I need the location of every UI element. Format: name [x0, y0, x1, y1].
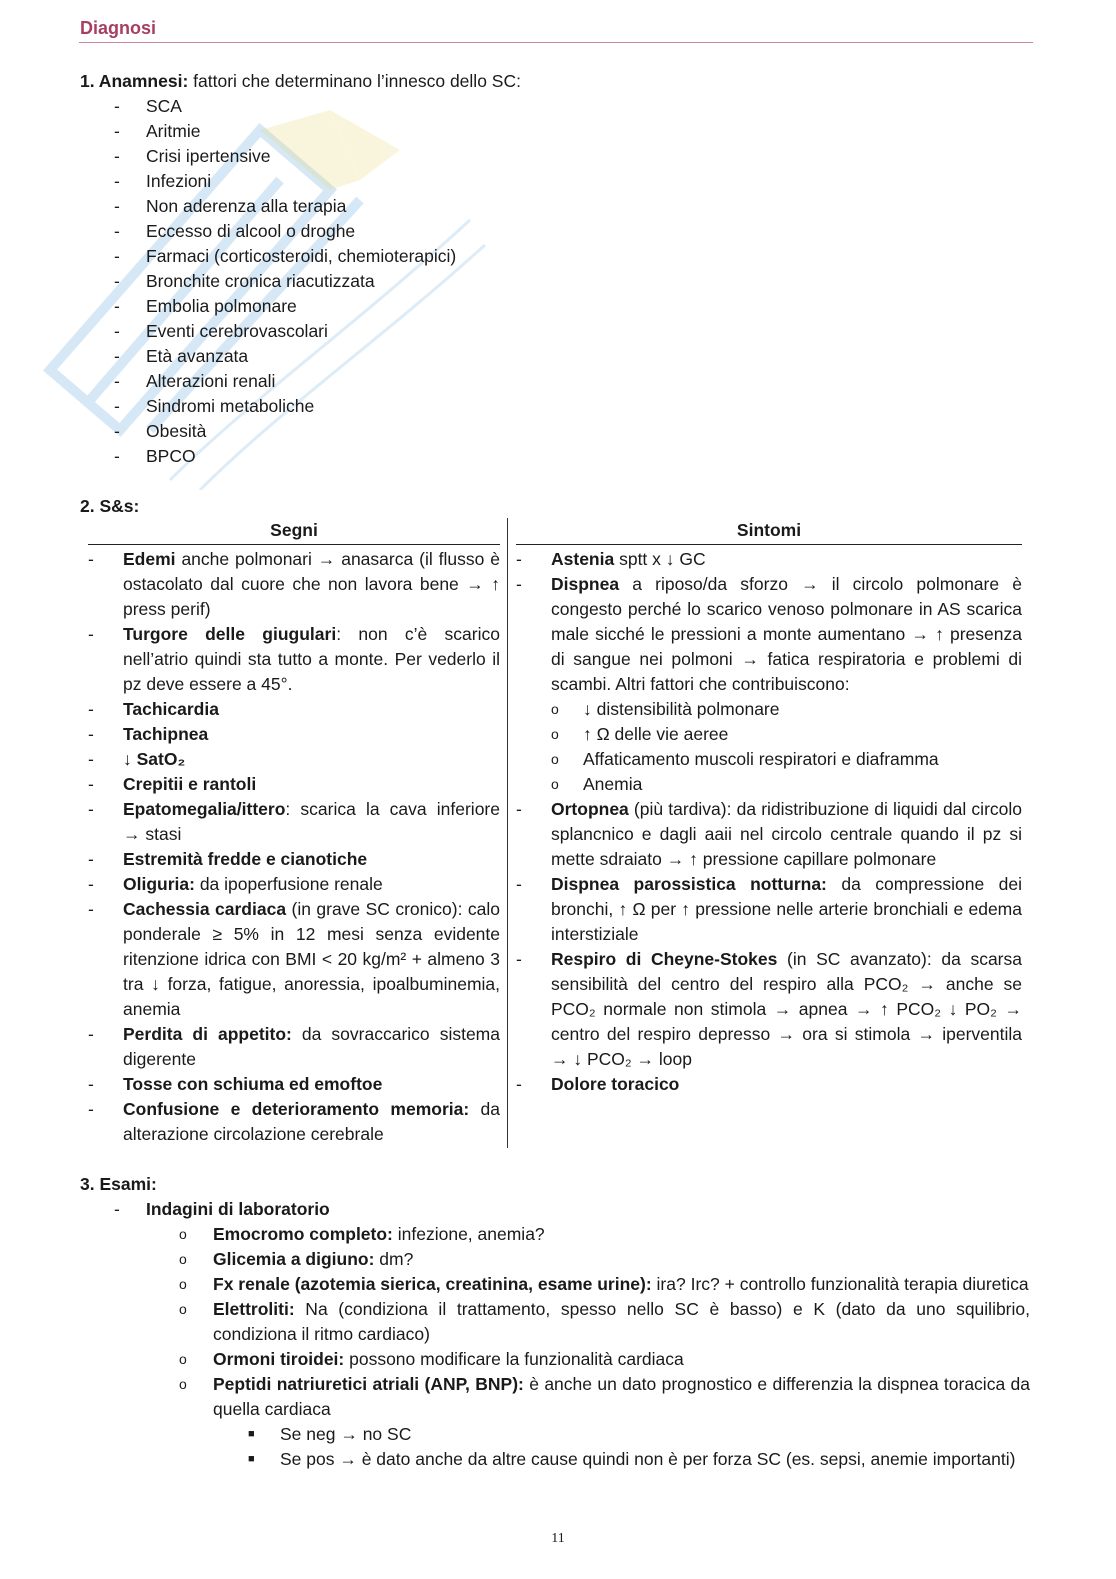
- list-item: - Dispnea parossistica notturna: da compressione dei bronchi, ↑ Ω per ↑ pressione nelle arterie bronchiali e edema interstiziale: [516, 874, 1022, 944]
- list-item: - Infezioni: [114, 171, 212, 191]
- exam-list: [80, 1197, 1030, 1222]
- list-item: - Tosse con schiuma ed emoftoe: [88, 1074, 383, 1094]
- list-item: - Alterazioni renali: [114, 371, 276, 391]
- list-item: - Respiro di Cheyne-Stokes (in SC avanzato): da scarsa sensibilità del centro del respiro alla PCO₂ → anche se PCO₂ normale non stimola → apnea → ↑ PCO₂ ↓ PO₂ → centro del respiro depresso → ora si stimola → iperventila → ↓ PCO₂ → loop: [516, 949, 1022, 1069]
- sub-list-item: o Anemia: [551, 774, 643, 794]
- bullet-item: ■ Se pos → è dato anche da altre cause quindi non è per forza SC (es. sepsi, anemie importanti): [248, 1449, 1016, 1469]
- sub-list-item: o Glicemia a digiuno: dm?: [179, 1249, 414, 1269]
- sub-list-item: o Fx renale (azotemia sierica, creatinina, esame urine): ira? Irc? + controllo funzionalità terapia diuretica: [179, 1274, 1029, 1294]
- signs-column: [88, 518, 500, 1147]
- section-label: 1. Anamnesi:: [80, 71, 189, 91]
- bullet-item: ■ Se neg → no SC: [248, 1424, 412, 1444]
- list-item: - Obesità: [114, 421, 207, 441]
- list-item: - Oliguria: da ipoperfusione renale: [88, 874, 383, 894]
- section-label: 3. Esami:: [80, 1174, 157, 1194]
- list-item: - Ortopnea (più tardiva): da ridistribuzione di liquidi dal circolo splancnico e dagli aaii nel circolo centrale quando il pz si mette sdraiato → ↑ pressione capillare polmonare: [516, 799, 1022, 869]
- list-item: - Confusione e deterioramento memoria: da alterazione circolazione cerebrale: [88, 1099, 500, 1144]
- list-item: - Dolore toracico: [516, 1074, 680, 1094]
- sub-list-item: o Peptidi natriuretici atriali (ANP, BNP): è anche un dato prognostico e differenzia la dispnea toracica da quella cardiaca: [179, 1374, 1030, 1419]
- list-item: - Dispnea a riposo/da sforzo → il circolo polmonare è congesto perché lo scarico venoso polmonare in AS scarica male sicché le pressioni a monte aumentano → ↑ presenza di sangue nei polmoni → fatica respiratoria e problemi di scambi. Altri fattori che contribuiscono:: [516, 574, 1022, 694]
- list-item: - ↓ SatO₂: [88, 749, 186, 769]
- sub-list-item: o ↑ Ω delle vie aeree: [551, 724, 729, 744]
- list-item: - BPCO: [114, 446, 196, 466]
- header-divider: [79, 42, 1033, 43]
- symptoms-list: [516, 545, 1022, 1097]
- list-item: - Bronchite cronica riacutizzata: [114, 271, 375, 291]
- sub-list-item: o Emocromo completo: infezione, anemia?: [179, 1224, 545, 1244]
- list-item: - Eventi cerebrovascolari: [114, 321, 328, 341]
- list-item: - Indagini di laboratorio: [114, 1199, 330, 1219]
- section-anamnesi: [80, 69, 1040, 469]
- list-item: - Edemi anche polmonari → anasarca (il flusso è ostacolato dal cuore che non lavora bene → ↑ press perif): [88, 549, 500, 619]
- list-item: - Età avanzata: [114, 346, 249, 366]
- list-item: - SCA: [114, 96, 182, 116]
- list-item: - Astenia sptt x ↓ GC: [516, 549, 706, 569]
- list-item: - Aritmie: [114, 121, 201, 141]
- column-divider: [507, 518, 508, 1148]
- section-heading: [80, 69, 1040, 94]
- list-item: - Epatomegalia/ittero: scarica la cava inferiore → stasi: [88, 799, 500, 844]
- section-esami: [80, 1172, 1030, 1472]
- section-label: 2. S&s:: [80, 496, 140, 516]
- list-item: - Perdita di appetito: da sovraccarico sistema digerente: [88, 1024, 500, 1069]
- list-item: - Sindromi metaboliche: [114, 396, 315, 416]
- list-item: - Cachessia cardiaca (in grave SC cronico): calo ponderale ≥ 5% in 12 mesi senza evidente ritenzione idrica con BMI < 20 kg/m² + almeno 3 tra ↓ forza, fatigue, anoressia, ipoalbuminemia, anemia: [88, 899, 500, 1019]
- sub-list-item: o Elettroliti: Na (condiziona il trattamento, spesso nello SC è basso) e K (dato da uno squilibrio, condiziona il ritmo cardiaco): [179, 1299, 1030, 1344]
- list-item: - Tachicardia: [88, 699, 219, 719]
- sub-list-item: o Affaticamento muscoli respiratori e diaframma: [551, 749, 939, 769]
- anamnesi-list: [80, 94, 1040, 469]
- list-item: - Embolia polmonare: [114, 296, 297, 316]
- section-ss: [80, 494, 139, 519]
- list-item: - Crepitii e rantoli: [88, 774, 257, 794]
- section-intro: fattori che determinano l’innesco dello SC:: [188, 71, 521, 91]
- sub-list-item: o ↓ distensibilità polmonare: [551, 699, 780, 719]
- symptoms-column: [516, 518, 1022, 1097]
- symptoms-header: Sintomi: [516, 518, 1022, 545]
- list-item: - Farmaci (corticosteroidi, chemioterapici): [114, 246, 457, 266]
- signs-header: Segni: [88, 518, 500, 545]
- list-item: - Non aderenza alla terapia: [114, 196, 347, 216]
- list-item: - Eccesso di alcool o droghe: [114, 221, 356, 241]
- list-item: - Turgore delle giugulari: non c’è scarico nell’atrio quindi sta tutto a monte. Per vederlo il pz deve essere a 45°.: [88, 624, 500, 694]
- list-item: - Tachipnea: [88, 724, 209, 744]
- page-number: 11: [551, 1531, 565, 1546]
- list-item: - Crisi ipertensive: [114, 146, 271, 166]
- signs-list: [88, 545, 500, 1147]
- sub-list-item: o Ormoni tiroidei: possono modificare la funzionalità cardiaca: [179, 1349, 684, 1369]
- page-header-title: Diagnosi: [80, 18, 157, 38]
- list-item: - Estremità fredde e cianotiche: [88, 849, 368, 869]
